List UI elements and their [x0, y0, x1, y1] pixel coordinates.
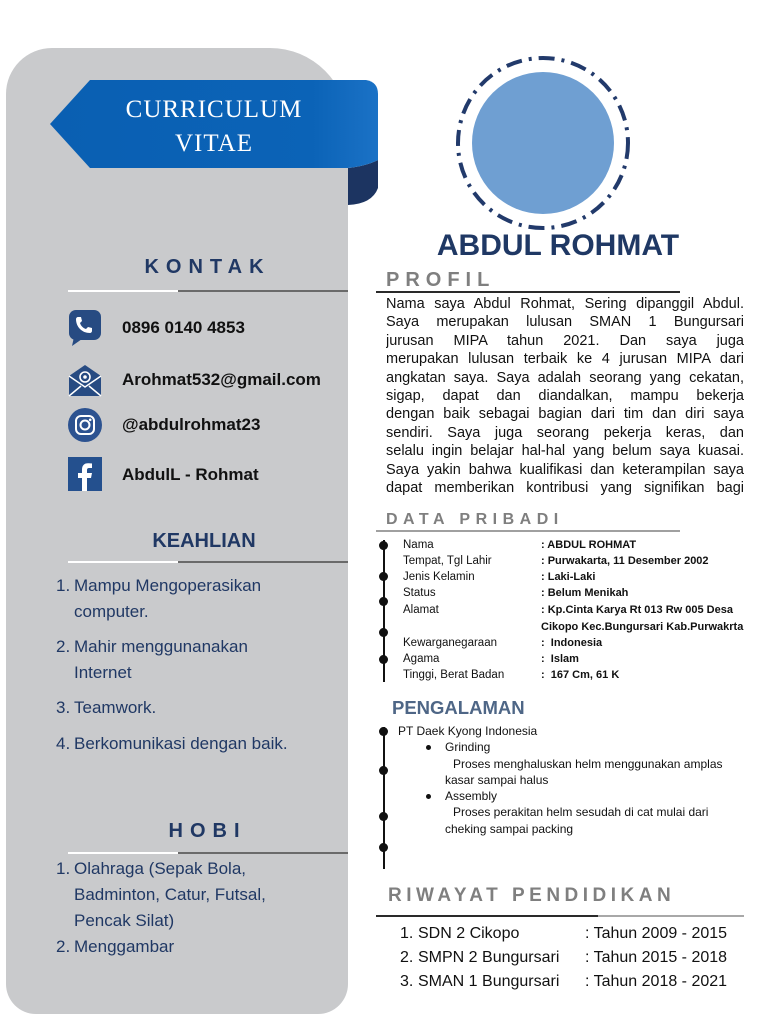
timeline-dot — [379, 766, 388, 775]
banner-title-line1: CURRICULUM — [125, 96, 303, 123]
experience-task-desc: kasar sampai halus — [445, 773, 549, 787]
skill-item — [74, 731, 288, 757]
profile-divider — [376, 291, 680, 293]
education-school: SDN 2 Cikopo — [418, 925, 520, 942]
timeline-dot — [379, 727, 388, 736]
skill-line: Internet — [74, 663, 132, 682]
profile-line: sigap, dapat dan diandalkan, mampu bekerja — [386, 387, 744, 404]
contact-divider-dark — [178, 290, 348, 292]
education-number: 3. — [400, 973, 414, 990]
timeline-dot — [379, 597, 388, 606]
bullet-icon — [426, 794, 431, 799]
profile-line: jurusan MIPA tahun 2021. Dan saya juga — [386, 332, 744, 349]
profile-line: merupakan lulusan terbaik ke 4 jurusan MIPA dari — [386, 351, 744, 368]
personal-value-name: : ABDUL ROHMAT — [541, 539, 637, 551]
personal-value-birth: : Purwakarta, 11 Desember 2002 — [541, 555, 709, 567]
timeline-dot — [379, 572, 388, 581]
experience-company: PT Daek Kyong Indonesia — [398, 724, 538, 738]
profile-line: Saya yakin bahwa kualifikasi dan keterampilan saya — [386, 461, 744, 478]
skill-number: 3. — [56, 698, 71, 717]
personal-data-divider — [376, 530, 680, 532]
skills-divider-light — [68, 561, 178, 563]
profile-line: sendiri. Saya juga seorang pekerja keras, dan — [386, 424, 744, 441]
hobby-line: Badminton, Catur, Futsal, — [74, 885, 266, 904]
full-name: ABDUL ROHMAT — [436, 229, 680, 262]
profile-line: angkatan saya. Saya adalah seorang yang cekatan, — [386, 369, 744, 386]
contact-divider-light — [68, 290, 178, 292]
profile-paragraph — [386, 295, 744, 497]
profile-line: Saya merupakan lulusan SMAN 1 Bungursari — [386, 314, 744, 331]
experience-task-title: Grinding — [445, 740, 491, 754]
hobby-line: Olahraga (Sepak Bola, — [74, 859, 246, 878]
personal-label-gender: Jenis Kelamin — [403, 571, 475, 583]
banner-title-line2: VITAE — [175, 130, 253, 157]
education-number: 1. — [400, 925, 414, 942]
personal-label-name: Nama — [403, 539, 434, 551]
facebook-icon — [68, 457, 102, 491]
hobbies-divider-light — [68, 852, 178, 854]
skill-line: computer. — [74, 602, 149, 621]
personal-label-birth: Tempat, Tgl Lahir — [403, 555, 492, 567]
skill-item — [74, 634, 248, 686]
experience-task-desc: Proses perakitan helm sesudah di cat mulai dari — [453, 805, 709, 819]
timeline-dot — [379, 628, 388, 637]
skills-divider-dark — [178, 561, 348, 563]
skills-heading: KEAHLIAN — [152, 530, 256, 552]
profile-line: selalu ingin belajar hal-hal yang belum saya kuasai. — [386, 443, 744, 460]
experience-task-desc: cheking sampai packing — [445, 822, 574, 836]
personal-label-status: Status — [403, 587, 436, 599]
personal-value-gender: : Laki-Laki — [541, 571, 596, 583]
skill-item — [74, 695, 156, 721]
hobby-line: Menggambar — [74, 937, 175, 956]
timeline-dot — [379, 843, 388, 852]
hobby-item — [74, 856, 266, 934]
phone-icon — [67, 308, 103, 348]
personal-data-heading: DATA PRIBADI — [386, 511, 564, 528]
contact-facebook: AbdulL - Rohmat — [122, 465, 259, 484]
hobby-number: 2. — [56, 937, 71, 956]
education-year: : Tahun 2018 - 2021 — [585, 973, 728, 990]
personal-label-address: Alamat — [403, 604, 439, 616]
experience-task-title: Assembly — [445, 789, 498, 803]
skill-line: Mampu Mengoperasikan — [74, 576, 262, 595]
skill-number: 2. — [56, 637, 71, 656]
skill-line: Berkomunikasi dengan baik. — [74, 734, 288, 753]
personal-value-status: : Belum Menikah — [541, 587, 629, 599]
experience-heading: PENGALAMAN — [392, 697, 525, 718]
education-year: : Tahun 2015 - 2018 — [585, 949, 728, 966]
contact-phone: 0896 0140 4853 — [122, 318, 245, 337]
skill-number: 4. — [56, 734, 71, 753]
personal-value-religion: : Islam — [541, 653, 579, 665]
experience-task-desc: Proses menghaluskan helm menggunakan amplas — [453, 757, 723, 771]
contact-heading: KONTAK — [144, 256, 271, 278]
hobbies-divider-dark — [178, 852, 348, 854]
education-school: SMAN 1 Bungursari — [418, 973, 560, 990]
contact-instagram: @abdulrohmat23 — [122, 415, 261, 434]
hobbies-heading: HOBI — [168, 820, 247, 842]
profile-line: Nama saya Abdul Rohmat, Sering dipanggil Abdul. — [386, 296, 744, 312]
contact-email: Arohmat532@gmail.com — [122, 370, 321, 389]
profile-line: dengan baik sebagai bagian dari tim dan diri saya — [386, 406, 744, 423]
instagram-icon — [67, 407, 103, 443]
personal-value-address-cont: Cikopo Kec.Bungursari Kab.Purwakrta — [541, 621, 744, 633]
personal-value-height-weight: : 167 Cm, 61 K — [541, 669, 620, 681]
hobby-item — [74, 934, 174, 960]
timeline-dot — [379, 655, 388, 664]
personal-value-citizenship: : Indonesia — [541, 637, 603, 649]
personal-value-address: : Kp.Cinta Karya Rt 013 Rw 005 Desa — [541, 604, 733, 616]
timeline-dot — [379, 812, 388, 821]
email-icon — [66, 361, 104, 399]
education-heading: RIWAYAT PENDIDIKAN — [388, 885, 676, 906]
education-school: SMPN 2 Bungursari — [418, 949, 560, 966]
skill-item — [74, 573, 261, 625]
bullet-icon — [426, 745, 431, 750]
timeline-dot — [379, 541, 388, 550]
profile-line: dapat memberikan kontribusi yang signifikan bagi — [386, 479, 744, 496]
skill-line: Teamwork. — [74, 698, 157, 717]
education-divider-light — [598, 915, 744, 917]
personal-label-religion: Agama — [403, 653, 440, 665]
personal-label-citizenship: Kewarganegaraan — [403, 637, 497, 649]
education-number: 2. — [400, 949, 414, 966]
skill-number: 1. — [56, 576, 71, 595]
personal-label-height-weight: Tinggi, Berat Badan — [403, 669, 505, 681]
education-divider-dark — [376, 915, 598, 917]
profile-heading: PROFIL — [386, 269, 496, 291]
hobby-line: Pencak Silat) — [74, 911, 175, 930]
education-year: : Tahun 2009 - 2015 — [585, 925, 728, 942]
profile-photo-placeholder — [448, 48, 638, 238]
hobby-number: 1. — [56, 859, 71, 878]
skill-line: Mahir menggunanakan — [74, 637, 248, 656]
